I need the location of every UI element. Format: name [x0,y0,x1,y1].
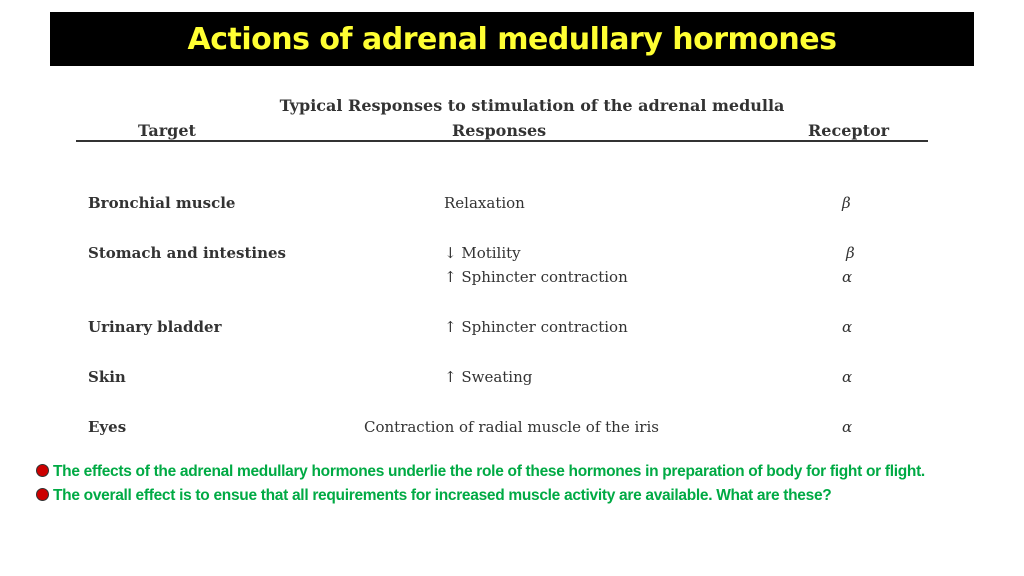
row-response: Relaxation [444,194,525,212]
row-response: ↑ Sphincter contraction [444,318,628,336]
header-responses: Responses [452,121,547,140]
row-target: Skin [88,368,126,386]
notes-list [36,460,986,508]
row-response: ↑ Sphincter contraction [444,268,628,286]
row-target: Bronchial muscle [88,194,236,212]
row-receptor: α [842,318,853,336]
responses-table [72,94,932,444]
header-rule [76,140,928,142]
row-receptor: β [842,194,851,212]
row-receptor: β [846,244,855,262]
note-text: The overall effect is to ensue that all requirements for increased muscle activity are available. What are these? [53,487,832,504]
row-response: ↑ Sweating [444,368,533,386]
row-target: Stomach and intestines [88,244,286,262]
row-response: Contraction of radial muscle of the iris [364,418,659,436]
header-receptor: Receptor [808,121,890,140]
row-target: Urinary bladder [88,318,222,336]
row-receptor: α [842,268,853,286]
header-target: Target [138,121,196,140]
title-bar [50,12,974,66]
note-text: The effects of the adrenal medullary hormones underlie the role of these hormones in preparation of body for fight or flight. [53,463,925,480]
row-receptor: α [842,418,853,436]
table-caption: Typical Responses to stimulation of the adrenal medulla [279,96,785,115]
list-item [36,484,986,508]
row-target: Eyes [88,418,127,436]
row-response: ↓ Motility [444,244,521,262]
bullet-icon [36,464,49,477]
list-item [36,460,986,484]
row-receptor: α [842,368,853,386]
slide-title: Actions of adrenal medullary hormones [187,21,837,57]
bullet-icon [36,488,49,501]
